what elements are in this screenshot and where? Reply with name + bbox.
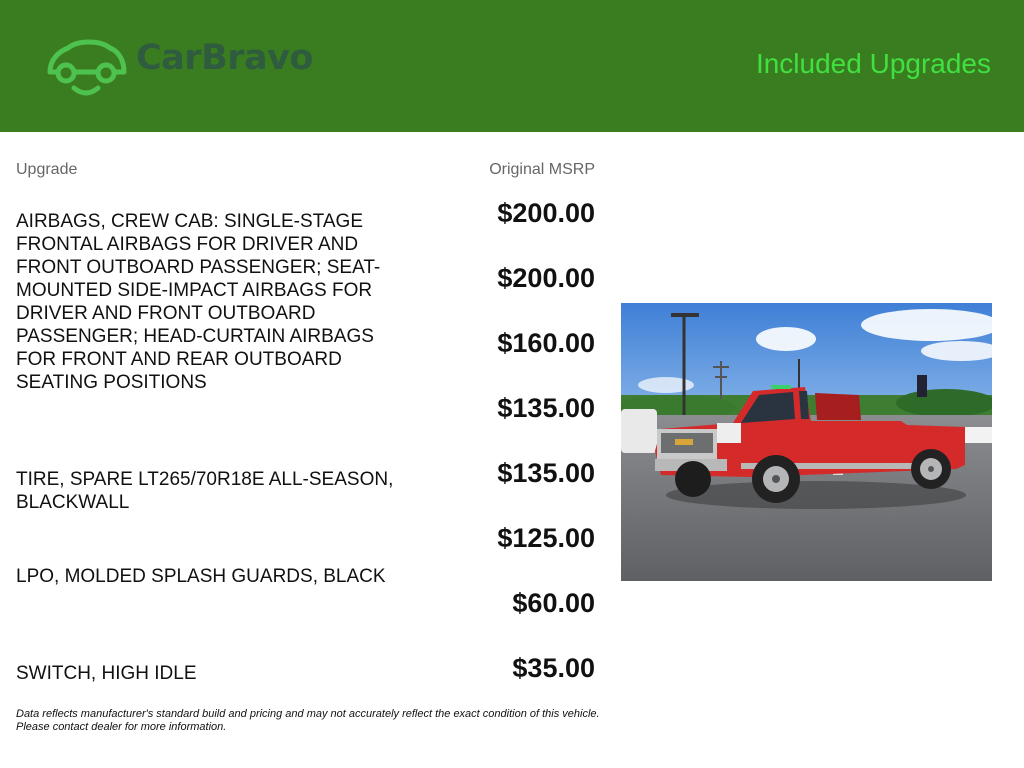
upgrade-item: AIRBAGS, CREW CAB: SINGLE-STAGE FRONTAL AIRBAGS FOR DRIVER AND FRONT OUTBOARD PASSENGER; SEAT-MOUNTED SIDE-IMPACT AIRBAGS FOR DRIVER AND FRONT OUTBOARD PASSENGER; HEAD-CURTAIN AIRBAGS FOR FRONT AND REAR OUTBOARD SEATING POSITIONS (16, 211, 381, 393)
price-value: $160.00 (497, 328, 595, 358)
upgrade-item: TIRE, SPARE LT265/70R18E ALL-SEASON, BLACKWALL (16, 469, 394, 513)
vehicle-photo (621, 303, 992, 581)
upgrade-item: SWITCH, HIGH IDLE (16, 663, 197, 684)
column-header-upgrade: Upgrade (16, 161, 78, 178)
price-value: $200.00 (497, 263, 595, 293)
price-value: $135.00 (497, 393, 595, 423)
price-value: $60.00 (512, 588, 595, 618)
brand-name: CarBravo (136, 38, 313, 78)
disclaimer-line: Please contact dealer for more information. (16, 721, 227, 733)
car-smile-icon (44, 36, 128, 98)
truck-illustration (621, 303, 992, 581)
price-value: $35.00 (512, 653, 595, 683)
upgrade-item: LPO, MOLDED SPLASH GUARDS, BLACK (16, 566, 386, 587)
price-value: $125.00 (497, 523, 595, 553)
price-value: $200.00 (497, 198, 595, 228)
brand-logo[interactable] (44, 34, 324, 98)
header-bar (0, 0, 1024, 132)
price-value: $135.00 (497, 458, 595, 488)
column-header-msrp: Original MSRP (489, 161, 595, 178)
disclaimer-line: Data reflects manufacturer's standard build and pricing and may not accurately reflect the exact condition of this vehicle. (16, 708, 600, 720)
disclaimer (16, 708, 616, 734)
page-title: Included Upgrades (755, 48, 991, 79)
